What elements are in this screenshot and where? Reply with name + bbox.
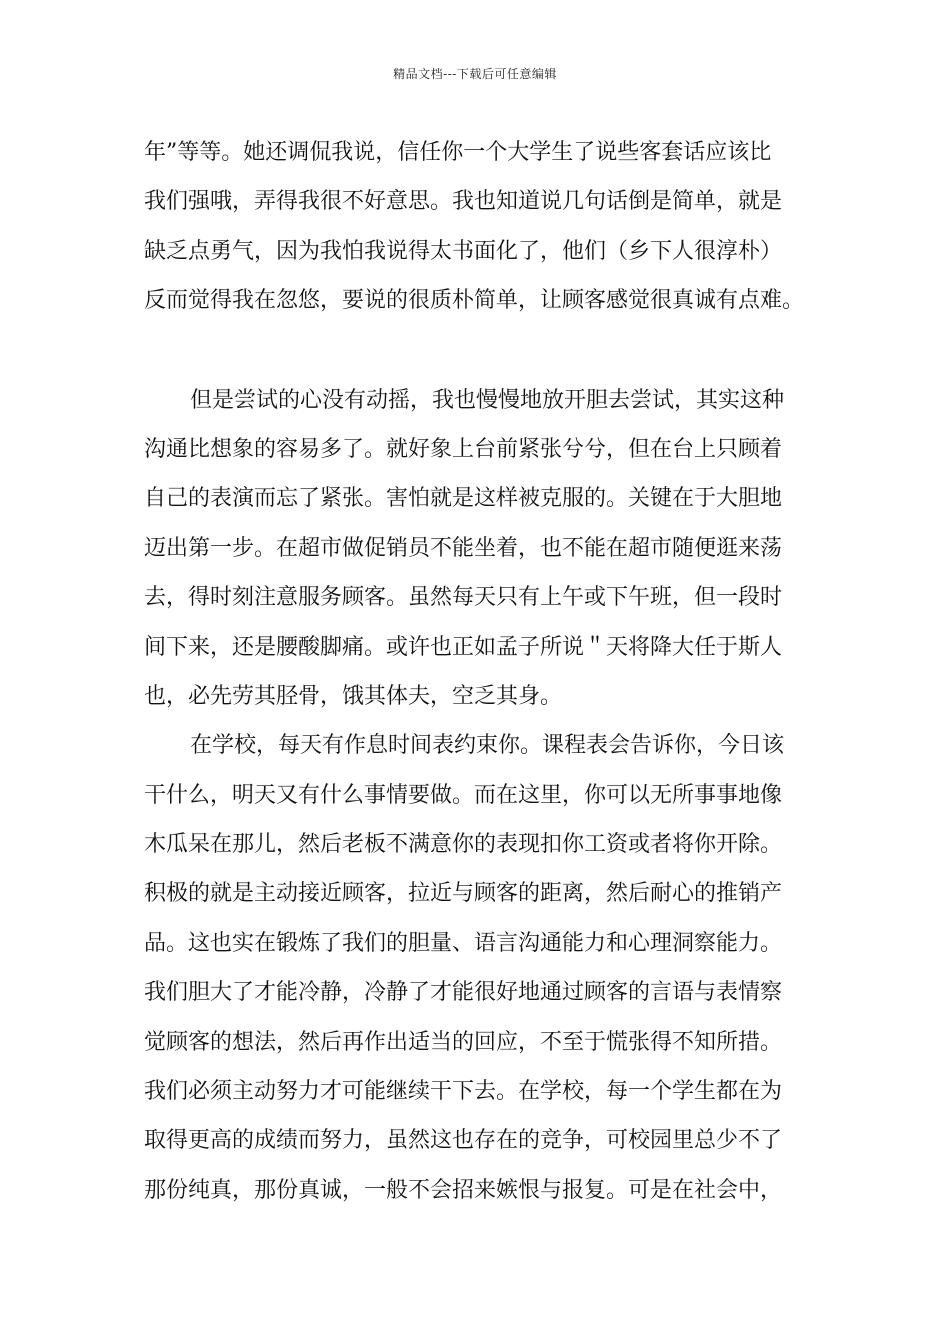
text-line: 缺乏点勇气，因为我怕我说得太书面化了，他们（乡下人很淳朴） [144,238,783,264]
text-line: 但是尝试的心没有动摇，我也慢慢地放开胆去尝试，其实这种 [190,387,785,413]
paragraph-2 [144,376,834,722]
text-line: 也，必先劳其胫骨，饿其体夫，空乏其身。 [144,683,563,709]
text-line: 去，得时刻注意服务顾客。虽然每天只有上午或下午班，但一段时 [144,585,783,611]
text-line: 觉顾客的想法，然后再作出适当的回应，不至于慌张得不知所措。 [144,1029,783,1055]
text-line: 木瓜呆在那儿，然后老板不满意你的表现扣你工资或者将你开除。 [144,832,783,858]
document-body [144,128,834,1215]
text-line: 干什么，明天又有什么事情要做。而在这里，你可以无所事事地像 [144,782,783,808]
text-line: 沟通比想象的容易多了。就好象上台前紧张兮兮，但在台上只顾着 [144,436,783,462]
text-line: 我们强哦，弄得我很不好意思。我也知道说几句话倒是简单，就是 [144,189,783,215]
text-line: 品。这也实在锻炼了我们的胆量、语言沟通能力和心理洞察能力。 [144,930,783,956]
text-line: 取得更高的成绩而努力，虽然这也存在的竞争，可校园里总少不了 [144,1128,783,1154]
paragraph-gap [144,326,834,376]
text-line: 积极的就是主动接近顾客，拉近与顾客的距离，然后耐心的推销产 [144,881,783,907]
text-line: 年”等等。她还调侃我说，信任你一个大学生了说些客套话应该比 [144,140,772,165]
text-line: 我们必须主动努力才可能继续干下去。在学校，每一个学生都在为 [144,1079,783,1105]
text-line: 间下来，还是腰酸脚痛。或许也正如孟子所说＂天将降大任于斯人 [144,634,783,660]
text-line: 反而觉得我在忽悠，要说的很质朴简单，让顾客感觉很真诚有点难。 [144,288,805,314]
text-line: 在学校，每天有作息时间表约束你。课程表会告诉你，今日该 [190,733,785,759]
paragraph-1 [144,128,834,326]
text-line: 那份纯真，那份真诚，一般不会招来嫉恨与报复。可是在社会中， [144,1177,783,1203]
text-line: 自己的表演而忘了紧张。害怕就是这样被克服的。关键在于大胆地 [144,486,783,512]
paragraph-3 [144,721,834,1215]
text-line: 我们胆大了才能冷静，冷静了才能很好地通过顾客的言语与表情察 [144,980,783,1006]
text-line: 迈出第一步。在超市做促销员不能坐着，也不能在超市随便逛来荡 [144,535,783,561]
page-header: 精品文档---下载后可任意编辑 [393,67,557,81]
